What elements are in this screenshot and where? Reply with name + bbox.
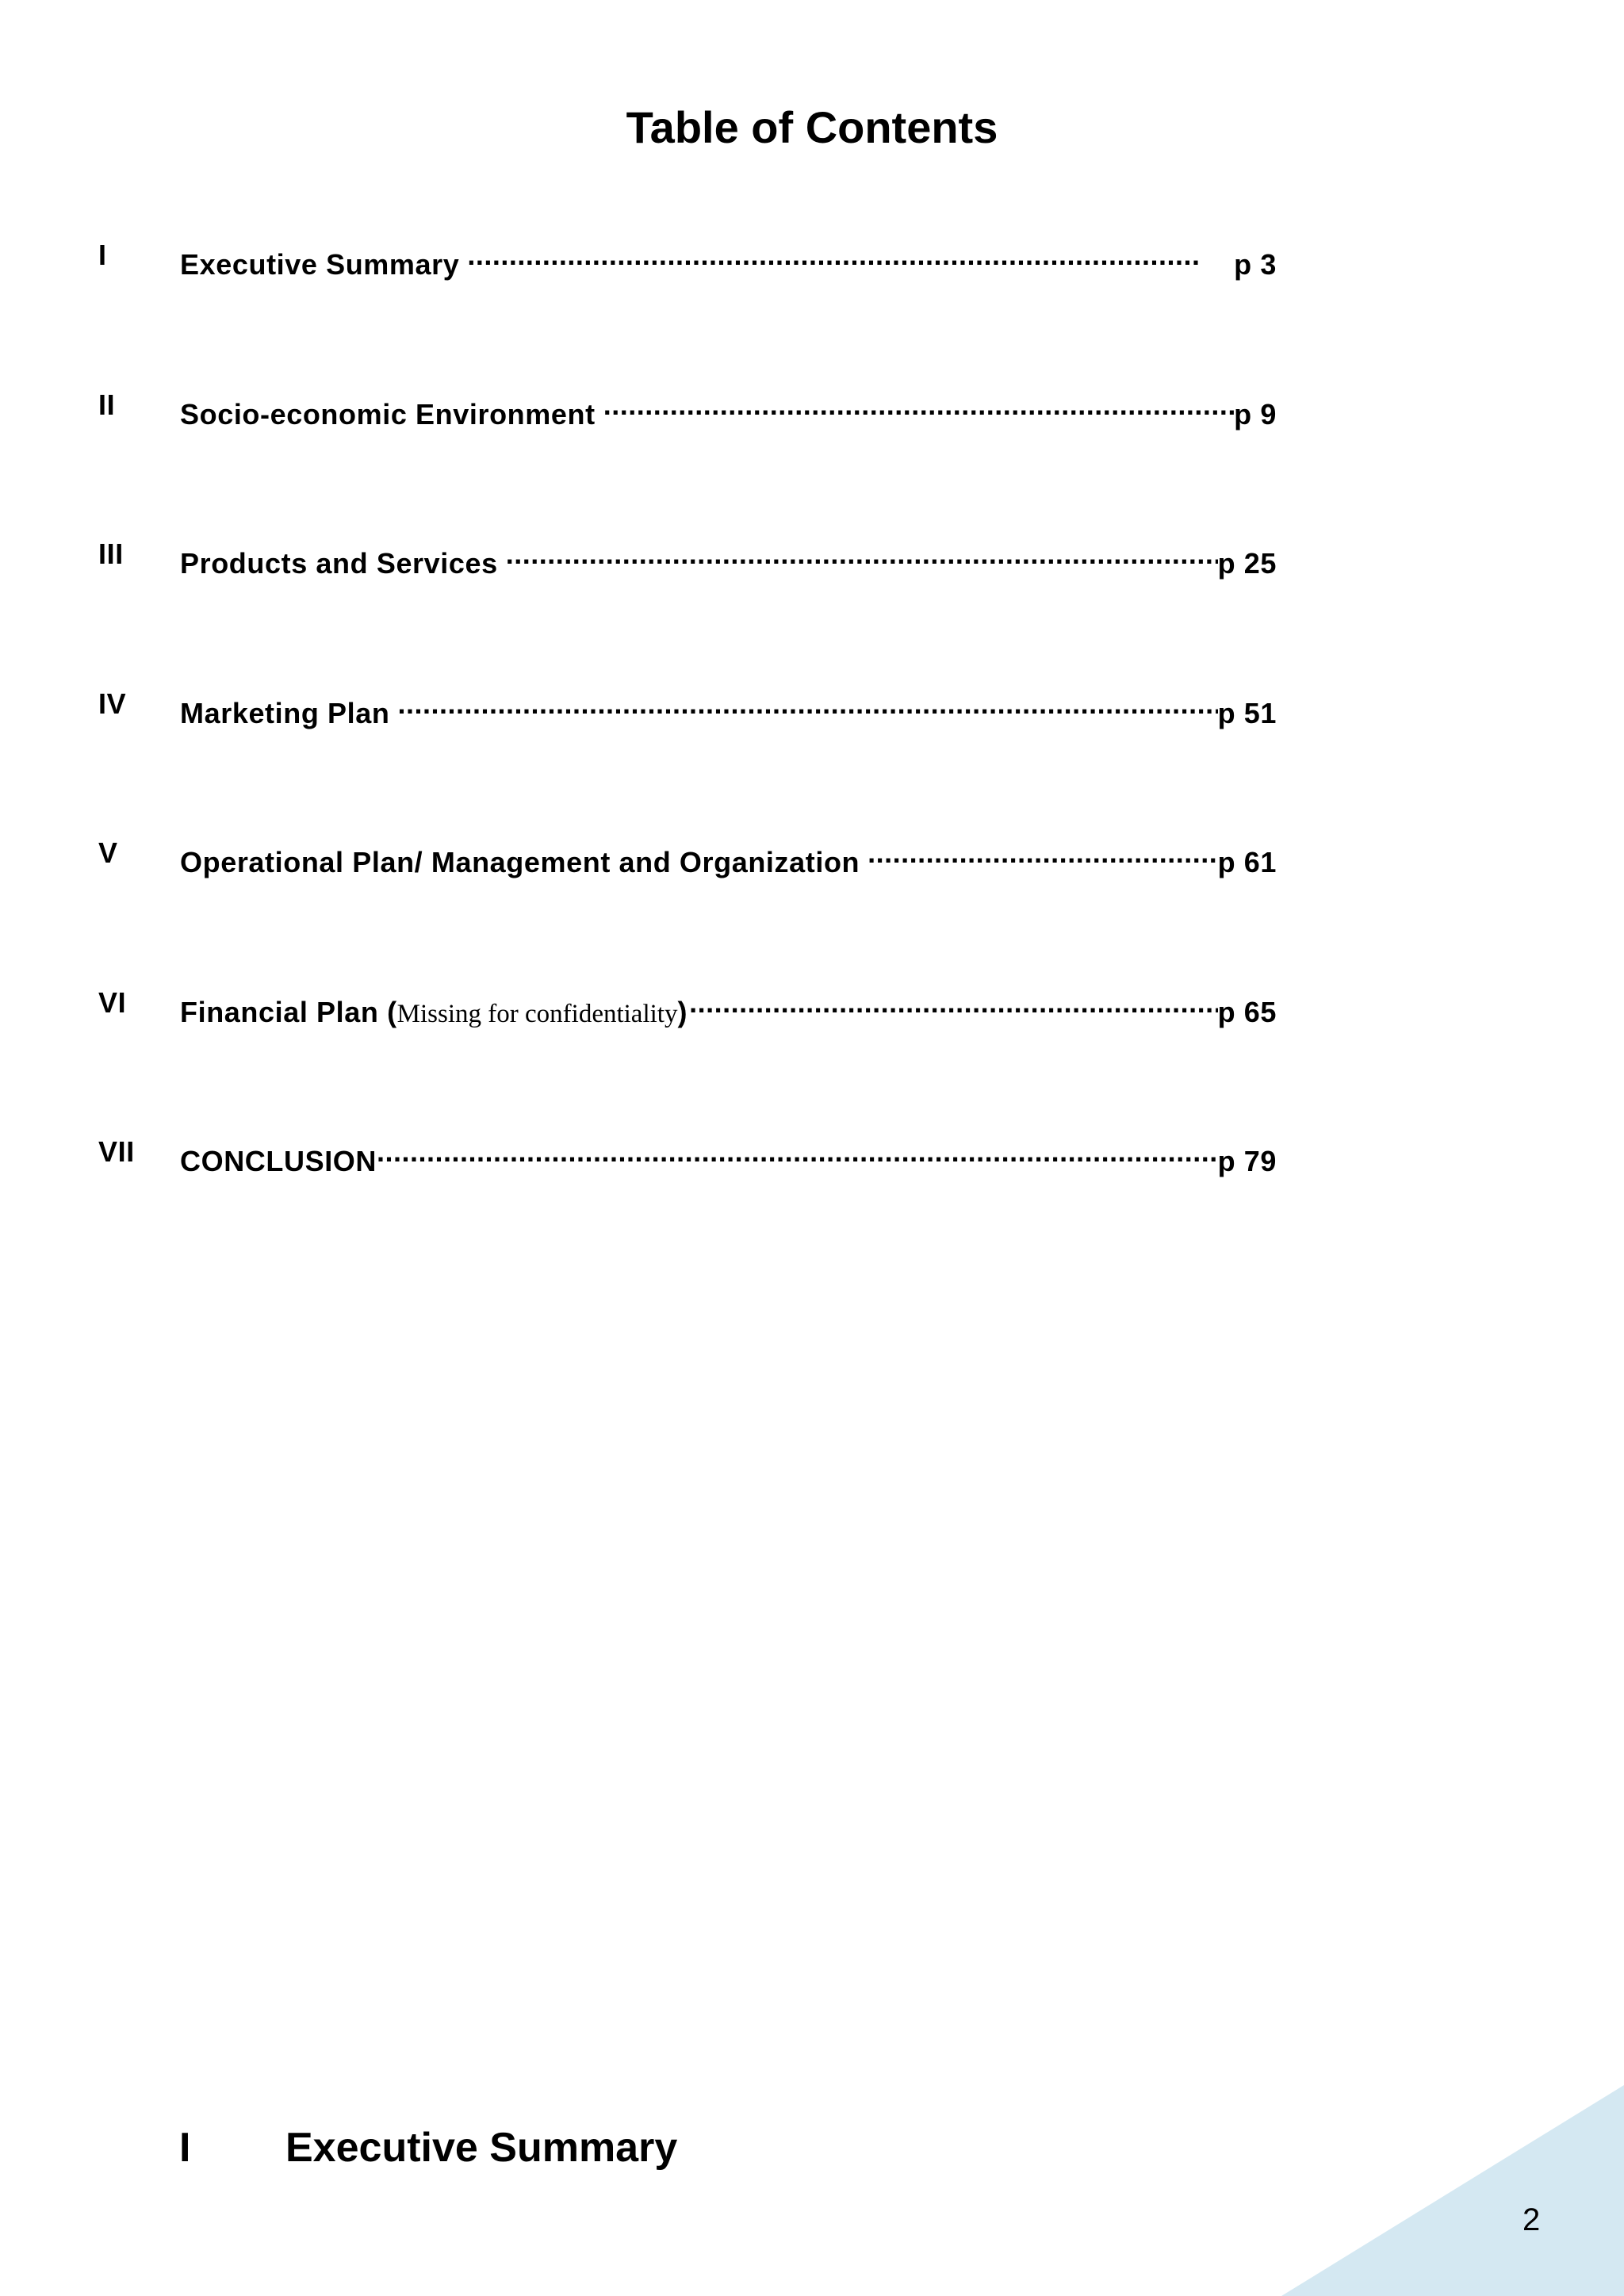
toc-entry-label: Marketing Plan: [180, 697, 390, 729]
toc-entry-number: V: [98, 836, 118, 869]
toc-entry-socio-economic-environment[interactable]: [98, 386, 1277, 430]
toc-dot-leader: [467, 236, 1199, 274]
toc-entry-label: CONCLUSION: [180, 1145, 377, 1177]
toc-entry-label-suffix: ): [677, 996, 688, 1028]
toc-entry-label-text: Financial Plan (: [180, 996, 397, 1028]
toc-entry-financial-plan[interactable]: [98, 984, 1277, 1028]
toc-entry-number: II: [98, 388, 116, 421]
toc-entry-page: p 65: [1217, 996, 1277, 1028]
toc-entry-note: Missing for confidentiality: [396, 1000, 678, 1028]
toc-dot-leader: [377, 1133, 1218, 1171]
toc-entry-page: p 79: [1217, 1145, 1277, 1177]
toc-entry-page: p 9: [1234, 398, 1277, 430]
toc-dot-leader: [506, 535, 1218, 573]
toc-entry-number: VI: [98, 986, 127, 1019]
toc-entry-number: I: [98, 239, 107, 271]
section-title: Executive Summary: [285, 2125, 678, 2171]
toc-entry-number: IV: [98, 687, 127, 720]
toc-entry-page: p 61: [1217, 846, 1277, 878]
toc-entry-label: Products and Services: [180, 547, 498, 580]
toc-entry-label: Socio-economic Environment: [180, 398, 596, 430]
toc-dot-leader: [603, 386, 1234, 424]
toc-entry-executive-summary[interactable]: [98, 236, 1277, 281]
toc-entry-number: VII: [98, 1135, 135, 1168]
toc-entry-number: III: [98, 538, 124, 570]
toc-entry-conclusion[interactable]: [98, 1133, 1277, 1177]
toc-entry-products-and-services[interactable]: [98, 535, 1277, 580]
toc-dot-leader: [868, 834, 1217, 872]
toc-entry-page: p 3: [1234, 248, 1277, 281]
toc-entry-page: p 51: [1217, 697, 1277, 729]
toc-dot-leader: [689, 984, 1218, 1022]
corner-triangle-decoration: [1281, 2085, 1624, 2296]
toc-title: Table of Contents: [626, 102, 998, 152]
page-number: 2: [1522, 2202, 1541, 2237]
toc-entry-label: Executive Summary: [180, 248, 460, 281]
toc-dot-leader: [397, 685, 1217, 723]
toc-entry-marketing-plan[interactable]: [98, 685, 1277, 729]
section-number: I: [179, 2125, 191, 2171]
toc-entry-label: [180, 993, 688, 1033]
toc-entry-page: p 25: [1217, 547, 1277, 580]
toc-entry-label: Operational Plan/ Management and Organization: [180, 846, 860, 878]
corner-triangle-shape: [1281, 2085, 1624, 2296]
toc-entry-operational-plan[interactable]: [98, 834, 1277, 878]
